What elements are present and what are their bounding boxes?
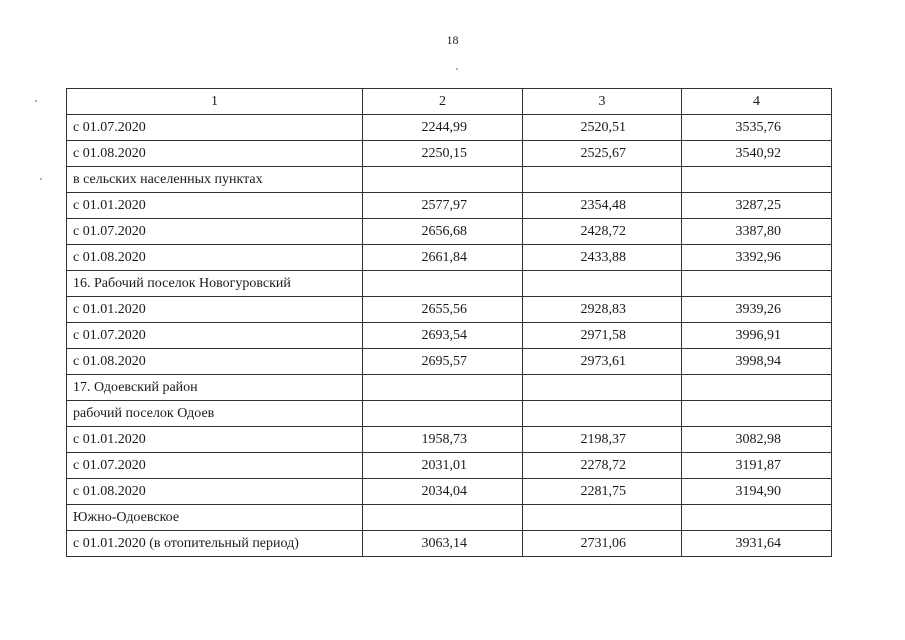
- value-cell: 2428,72: [523, 219, 682, 245]
- row-label-cell: с 01.01.2020: [67, 427, 363, 453]
- row-label-cell: с 01.07.2020: [67, 323, 363, 349]
- page-number: 18: [446, 33, 459, 47]
- value-cell: 2250,15: [363, 141, 523, 167]
- row-label-cell: с 01.01.2020 (в отопительный период): [67, 531, 363, 557]
- table-row: [67, 401, 832, 427]
- column-header: 1: [67, 89, 363, 115]
- value-cell: 3392,96: [682, 245, 832, 271]
- value-cell: 2034,04: [363, 479, 523, 505]
- row-label-cell: 16. Рабочий поселок Новогуровский: [67, 271, 363, 297]
- row-label-cell: с 01.08.2020: [67, 349, 363, 375]
- tariff-table: [66, 88, 832, 557]
- table-header-row: [67, 89, 832, 115]
- table-row: [67, 167, 832, 193]
- value-cell: [682, 167, 832, 193]
- row-label-cell: Южно-Одоевское: [67, 505, 363, 531]
- row-label-cell: с 01.07.2020: [67, 453, 363, 479]
- value-cell: [682, 375, 832, 401]
- row-label-cell: рабочий поселок Одоев: [67, 401, 363, 427]
- value-cell: 2971,58: [523, 323, 682, 349]
- row-label-cell: с 01.01.2020: [67, 297, 363, 323]
- value-cell: 2693,54: [363, 323, 523, 349]
- row-label-cell: с 01.08.2020: [67, 141, 363, 167]
- value-cell: 2354,48: [523, 193, 682, 219]
- value-cell: [523, 271, 682, 297]
- row-label-cell: с 01.07.2020: [67, 115, 363, 141]
- value-cell: 3540,92: [682, 141, 832, 167]
- value-cell: 2525,67: [523, 141, 682, 167]
- value-cell: 3191,87: [682, 453, 832, 479]
- value-cell: 3996,91: [682, 323, 832, 349]
- value-cell: 2928,83: [523, 297, 682, 323]
- value-cell: 2695,57: [363, 349, 523, 375]
- value-cell: 2433,88: [523, 245, 682, 271]
- table-row: [67, 193, 832, 219]
- value-cell: 3287,25: [682, 193, 832, 219]
- row-label-cell: с 01.08.2020: [67, 479, 363, 505]
- table-row: [67, 453, 832, 479]
- value-cell: 1958,73: [363, 427, 523, 453]
- value-cell: [523, 505, 682, 531]
- table-row: [67, 219, 832, 245]
- value-cell: 3931,64: [682, 531, 832, 557]
- value-cell: 2973,61: [523, 349, 682, 375]
- value-cell: 2520,51: [523, 115, 682, 141]
- row-label-cell: в сельских населенных пунктах: [67, 167, 363, 193]
- column-header: 4: [682, 89, 832, 115]
- value-cell: 2731,06: [523, 531, 682, 557]
- value-cell: 2278,72: [523, 453, 682, 479]
- value-cell: 3535,76: [682, 115, 832, 141]
- table-row: [67, 271, 832, 297]
- table-row: [67, 427, 832, 453]
- value-cell: [682, 401, 832, 427]
- value-cell: 3998,94: [682, 349, 832, 375]
- value-cell: [363, 505, 523, 531]
- value-cell: 2031,01: [363, 453, 523, 479]
- tariff-table-body: [67, 89, 832, 557]
- table-row: [67, 323, 832, 349]
- table-row: [67, 349, 832, 375]
- value-cell: 2656,68: [363, 219, 523, 245]
- column-header: 3: [523, 89, 682, 115]
- row-label-cell: 17. Одоевский район: [67, 375, 363, 401]
- scan-speck: [35, 100, 37, 102]
- value-cell: 2655,56: [363, 297, 523, 323]
- value-cell: [682, 505, 832, 531]
- value-cell: 3063,14: [363, 531, 523, 557]
- value-cell: 3387,80: [682, 219, 832, 245]
- table-row: [67, 297, 832, 323]
- scan-speck: [40, 178, 42, 180]
- table-row: [67, 141, 832, 167]
- table-row: [67, 505, 832, 531]
- value-cell: [363, 375, 523, 401]
- value-cell: 2281,75: [523, 479, 682, 505]
- scan-speck: [456, 68, 458, 70]
- value-cell: 3939,26: [682, 297, 832, 323]
- column-header: 2: [363, 89, 523, 115]
- table-row: [67, 531, 832, 557]
- table-row: [67, 375, 832, 401]
- value-cell: 3194,90: [682, 479, 832, 505]
- value-cell: [523, 375, 682, 401]
- row-label-cell: с 01.07.2020: [67, 219, 363, 245]
- table-row: [67, 245, 832, 271]
- value-cell: 3082,98: [682, 427, 832, 453]
- table-row: [67, 479, 832, 505]
- row-label-cell: с 01.01.2020: [67, 193, 363, 219]
- value-cell: 2244,99: [363, 115, 523, 141]
- value-cell: 2577,97: [363, 193, 523, 219]
- value-cell: [363, 271, 523, 297]
- value-cell: [363, 401, 523, 427]
- value-cell: [363, 167, 523, 193]
- value-cell: 2661,84: [363, 245, 523, 271]
- row-label-cell: с 01.08.2020: [67, 245, 363, 271]
- value-cell: 2198,37: [523, 427, 682, 453]
- value-cell: [682, 271, 832, 297]
- value-cell: [523, 401, 682, 427]
- table-row: [67, 115, 832, 141]
- value-cell: [523, 167, 682, 193]
